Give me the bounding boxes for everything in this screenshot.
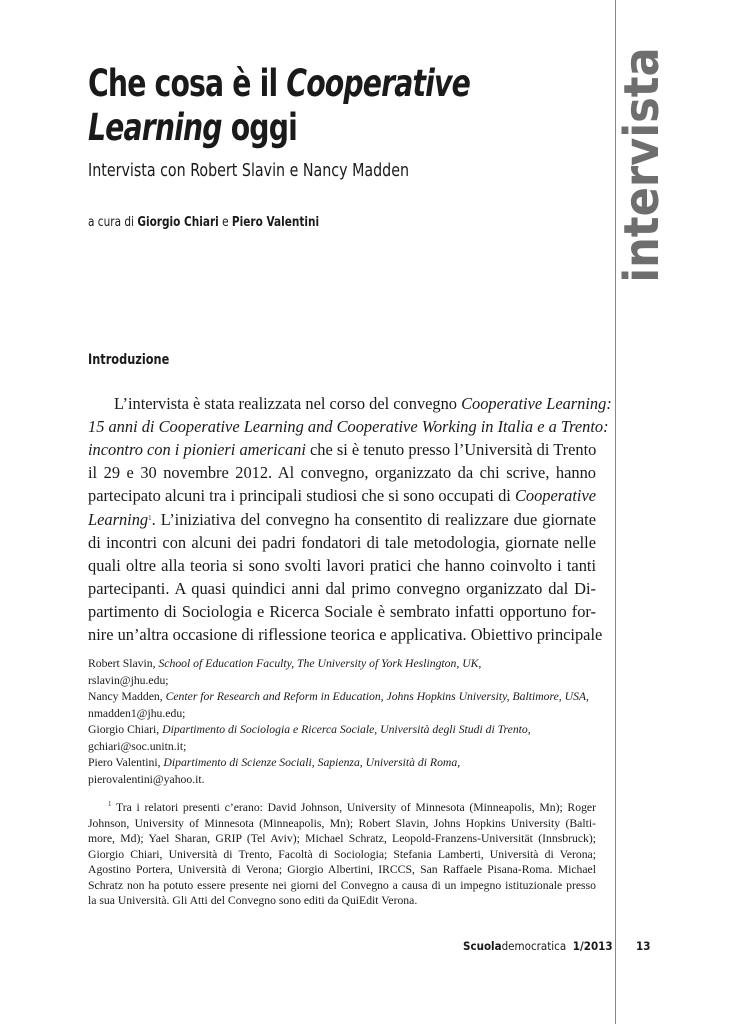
italic-text: Cooperative Learning: bbox=[461, 394, 612, 413]
body-line bbox=[88, 415, 609, 438]
italic-text: 15 anni di Cooperative Learning and Cooperative Working in Italia e a Trento: bbox=[88, 417, 609, 436]
section-heading: Introduzione bbox=[88, 352, 170, 368]
body-line bbox=[88, 507, 596, 531]
article-title bbox=[88, 62, 470, 150]
body-line bbox=[88, 600, 596, 623]
footnote-text: Giorgio Chiari, Università di Trento, Facoltà di Sociologia; Stefania Lamberti, Università di Verona; bbox=[88, 847, 596, 861]
body-text bbox=[88, 392, 612, 646]
body-text-segment: quali oltre alla teoria si sono svolti lavori pratici che hanno coinvolto i tanti bbox=[88, 556, 596, 575]
footnote bbox=[88, 797, 596, 909]
body-text-segment: . L’iniziativa del convegno ha consentito di realizzare due giornate bbox=[151, 510, 596, 529]
author-name: Nancy Madden, bbox=[88, 690, 166, 703]
title-text: Che cosa è il bbox=[88, 62, 287, 105]
author-affiliations bbox=[88, 656, 589, 788]
body-text-segment: partecipanti. A quasi quindici anni dal primo convegno organizzato dal Di- bbox=[88, 579, 596, 598]
journal-issue: 1/2013 bbox=[572, 939, 613, 953]
italic-text: incontro con i pionieri americani bbox=[88, 440, 306, 459]
body-text-segment: partimento di Sociologia e Ricerca Sociale è sembrato infatti opportuno for- bbox=[88, 602, 596, 621]
author-email: pierovalentini@yahoo.it. bbox=[88, 772, 205, 786]
body-text-segment: L’intervista è stata realizzata nel corso del convegno bbox=[114, 394, 462, 413]
footnote-text: Schratz non ha potuto essere presente nei giorni del Convegno a causa di un impegno istituzionale presso bbox=[88, 878, 596, 892]
curator-name: Piero Valentini bbox=[231, 215, 320, 230]
footnote-line bbox=[88, 816, 596, 832]
author-institution: Center for Research and Reform in Education, Johns Hopkins University, Baltimore, USA, bbox=[165, 690, 589, 703]
affiliation-line bbox=[88, 722, 589, 739]
journal-name: democratica bbox=[501, 939, 567, 953]
affiliation-line bbox=[88, 755, 589, 772]
footnote-text: Tra i relatori presenti c’erano: David Johnson, University of Minnesota (Minneapolis, Mn); Roger bbox=[116, 801, 596, 814]
body-line bbox=[88, 577, 596, 600]
author-email: rslavin@jhu.edu; bbox=[88, 673, 169, 687]
article-subtitle: Intervista con Robert Slavin e Nancy Madden bbox=[88, 160, 410, 181]
footnote-text: more, Md); Yael Sharan, GRIP (Tel Aviv); Michael Schratz, Leopold-Franzens-Universität (Innsbruck); bbox=[88, 832, 596, 845]
footnote-text: Johnson, University of Minnesota (Minneapolis, Mn); Robert Slavin, Johns Hopkins University (Balti- bbox=[88, 816, 596, 830]
body-line bbox=[88, 554, 596, 577]
body-line bbox=[88, 461, 596, 484]
footnote-line bbox=[88, 797, 596, 816]
title-italic: Learning bbox=[88, 106, 222, 149]
italic-text: Learning bbox=[88, 510, 149, 529]
footnote-line bbox=[88, 847, 596, 863]
affiliation-line bbox=[88, 656, 589, 673]
body-line bbox=[88, 392, 612, 415]
footnote-line bbox=[88, 831, 596, 847]
title-italic: Cooperative bbox=[286, 62, 470, 105]
curators bbox=[88, 215, 319, 230]
author-name: Piero Valentini, bbox=[88, 756, 164, 769]
running-footer bbox=[463, 939, 613, 953]
affiliation-line bbox=[88, 689, 589, 706]
curators-prefix: a cura di bbox=[88, 215, 138, 230]
body-line bbox=[88, 623, 603, 646]
footnote-line bbox=[88, 862, 596, 878]
body-text-segment: che si è tenuto presso l’Università di Trento bbox=[305, 440, 597, 459]
footnote-marker: 1 bbox=[108, 800, 112, 808]
curators-sep: e bbox=[218, 215, 232, 230]
author-institution: Dipartimento di Scienze Sociali, Sapienza, Università di Roma, bbox=[163, 756, 461, 769]
body-text-segment: di incontri con alcuni dei padri fondatori di tale metodologia, giornate nelle bbox=[88, 533, 596, 552]
footnote-ref: 1 bbox=[148, 514, 152, 522]
journal-name-bold: Scuola bbox=[463, 939, 502, 953]
author-institution: School of Education Faculty, The University of York Heslington, UK, bbox=[158, 657, 482, 670]
body-text-segment: nire un’altra occasione di riflessione teorica e applicativa. Obiettivo principale bbox=[88, 625, 603, 644]
body-line bbox=[88, 438, 596, 461]
footnote-line bbox=[88, 878, 596, 894]
author-name: Robert Slavin, bbox=[88, 657, 159, 670]
page-number: 13 bbox=[636, 939, 651, 953]
curator-name: Giorgio Chiari bbox=[137, 215, 219, 230]
section-side-label: intervista bbox=[614, 47, 670, 283]
body-text-segment: partecipato alcuni tra i principali studiosi che si sono occupati di bbox=[88, 486, 515, 505]
body-text-segment: il 29 e 30 novembre 2012. Al convegno, organizzato da chi scrive, hanno bbox=[88, 463, 596, 482]
author-name: Giorgio Chiari, bbox=[88, 723, 163, 736]
title-text: oggi bbox=[221, 106, 297, 149]
author-institution: Dipartimento di Sociologia e Ricerca Sociale, Università degli Studi di Trento, bbox=[162, 723, 531, 736]
body-line bbox=[88, 531, 596, 554]
author-email: gchiari@soc.unitn.it; bbox=[88, 739, 187, 753]
footnote-text: Agostino Portera, Università di Verona; Giorgio Albertini, IRCCS, San Raffaele Pisana-Roma. Michael bbox=[88, 863, 596, 876]
body-line bbox=[88, 484, 596, 507]
italic-text: Cooperative bbox=[514, 486, 596, 505]
author-email: nmadden1@jhu.edu; bbox=[88, 706, 186, 720]
footnote-line bbox=[88, 893, 596, 909]
footnote-text: la sua Università. Gli Atti del Convegno sono editi da QuiEdit Verona. bbox=[88, 894, 418, 907]
